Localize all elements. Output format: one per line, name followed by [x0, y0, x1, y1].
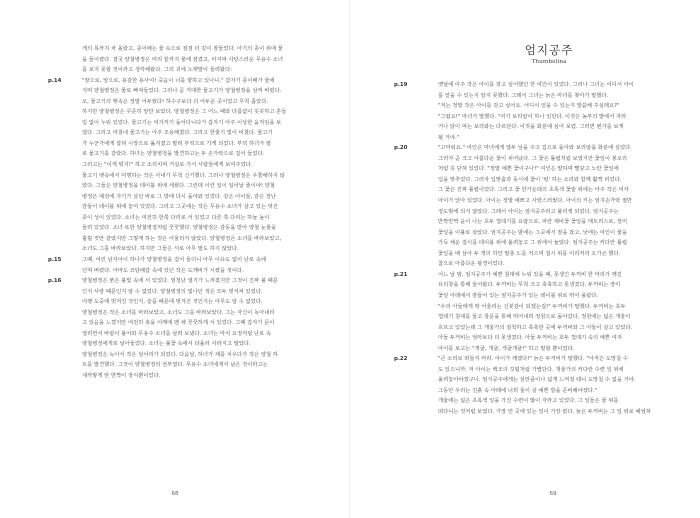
text-line: 거나 닭이 먹는 보리와는 다르단다. 이것을 화분에 심어 보렴. 그러면 뭔가를 보게: [438, 124, 624, 131]
text-line: 열리면서 바람이 불어와 무용수 소녀를 날려 보냈다. 소녀는 마치 요정처럼 난로 속: [82, 330, 272, 337]
text-line: 꽃잎 아래에서 잠들어 있는 엄지공주가 있는 테이블 위로 뛰어 올랐다.: [438, 292, 599, 299]
text-line: 꽃잎을 배 삼아 두 개의 하얀 말총 노를 저으며 접시 위를 이리저리 오가곤 했다.: [438, 250, 621, 257]
paragraph: [48, 276, 298, 350]
paragraph: [48, 255, 298, 276]
text-line: "저는 정말 작은 아이를 갖고 싶어요. 어디서 얻을 수 있는지 말씀해 주실래요?": [438, 103, 620, 110]
page-reference-marker: p.20: [394, 145, 408, 152]
text-line: 그 꽃은 진짜 튤립이었다. 그리고 꽃 한가운데의 초록색 꽃술 위에는 아주 작은 여자: [438, 187, 629, 194]
text-line: 가 누군가에게 잡혀 시장으로 옮겨졌고 팔려 부엌으로 가게 되었다. 부엌 하녀가 칼: [82, 140, 272, 147]
text-line: 입을 맞추었다. 그러자 입맞춤과 동시에 꽃이 '펑' 하는 소리와 함께 활짝 피었다.: [438, 176, 622, 183]
text-line: 가득 채운 접시를 테이블 위에 올려놓고 그 위에서 놀았다. 엄지공주는 커다란 튤립: [438, 240, 628, 247]
text-line: 종이 성이 있었다. 소녀는 여전히 한쪽 다리로 서 있었고 다른 쪽 다리는 하늘 높이: [82, 214, 270, 221]
text-line: 림 없이 누워 있었다. 물고기는 여기저기 돌아다니다가 갑자기 아주 이상한 움직임을 보: [82, 119, 282, 126]
text-line: "큰 소리로 떠들지 마라. 아이가 깨겠다!" 늙은 두꺼비가 말했다. "아직은 도망칠 수: [438, 356, 628, 363]
text-line: 떠다니는 것처럼 보였다. 가장 먼 곳에 있는 잎이 가장 컸다. 늙은 두꺼비는 그 잎 위로 헤엄쳐: [438, 409, 651, 416]
text-line: 로 물고기를 갈랐다. 하녀는 양철병정을 발견하고는 두 손가락으로 집어 들었다.: [82, 151, 265, 158]
text-line: 옛날에 아주 작은 아이를 갖고 싶어했던 한 여인이 있었다. 그러나 그녀는 어디서 아이: [438, 82, 634, 88]
text-line: 아이가 앉아 있었다. 아이는 정말 예쁘고 사랑스러웠다. 아이의 키는 엄지손가락 절반: [438, 198, 633, 205]
text-line: 물고기 뱃속에서 여행하는 작은 사내가 무척 신기했다. 그러나 양철병정은 우쭐해하지 않: [82, 172, 285, 179]
page-reference-marker: p.22: [394, 356, 408, 363]
text-line: 그러고는 "이게 뭐지!" 하고 소리치며 거실로 가서 사람들에게 보여주었다.: [82, 162, 253, 169]
text-line: 트를 발견했다. 그것이 양철병정의 전부였다. 무용수 소녀에게서 남은 것이라고는: [82, 362, 268, 369]
text-line: 올려놓아야겠구나. 엄지공주에게는 섬만큼이나 넓게 느껴질 테니 도망칠 수 없을 거야.: [438, 377, 636, 384]
text-line: 꽃잎을 이불로 삼았다. 엄지공주는 밤에는 그곳에서 잠을 잤고, 낮에는 여인이 물을: [438, 229, 628, 236]
text-line: 그동안 우리는 진흙 속 아래에 너희 둘이 살 예쁜 방을 준비해야겠다.": [438, 387, 598, 394]
page-reference-marker: p.19: [394, 82, 408, 88]
text-line: 소녀도 그를 바라보았다. 하지만 그들은 서로 아무 말도 하지 않았다.: [82, 246, 239, 253]
paragraph: [82, 44, 298, 76]
text-line: 인지 사랑 때문인지 알 수 없었다. 양철병정의 빛나던 색은 모두 벗겨져 있었다.: [82, 288, 263, 295]
text-line: 하지만 양철병정은 꾸준히 앞만 보았다. 양철병정은 그 어느 때와 다름없이 꼿꼿하고 흔들: [82, 109, 287, 116]
text-line: 처럼 꼭 닫혀 있었다. "정말 예쁜 꽃이구나!" 여인은 말하며 빨갛고 노란 꽃잎에: [438, 166, 619, 173]
text-line: 를 얻을 수 있는지 알지 못했다. 그래서 그녀는 늙은 마녀를 찾아가 말했다.: [438, 92, 609, 99]
text-line: 정도밖에 되지 않았다. 그래서 아이는 엄지공주라고 불리게 되었다. 엄지공주는: [438, 208, 619, 215]
text-line: 참으로 아름다운 광경이었다.: [438, 261, 505, 268]
text-line: 개울에는 넓은 초록색 잎을 가진 수련이 많이 자라고 있었다. 그 잎들은 물 위를: [438, 398, 619, 405]
text-line: 던져 버렸다. 아마도 코담배갑 속에 있던 작은 도깨비가 시켰을 것이다.: [82, 267, 244, 274]
text-line: 어느 날 밤, 엄지공주가 예쁜 침대에 누워 있을 때, 못생긴 두꺼비 한 마리가 깨진: [438, 271, 622, 278]
text-line: 흐르고 있었는데 그 개울가의 질척하고 축축한 곳에 두꺼비와 그 아들이 살고 있었다.: [438, 324, 633, 331]
text-line: 여행 도중에 벗겨진 것인지, 슬픔 때문에 벗겨진 것인지는 아무도 알 수 없었다.: [82, 299, 263, 306]
text-line: "고마워요." 여인은 마녀에게 열두 닢을 주고 집으로 돌아와 보리알을 화분에 심었다.: [438, 145, 632, 152]
text-line: 아들 두꺼비는 엄마보다 더 못생겼다. 아들 두꺼비는 호두 껍데기 속의 예쁜 여자: [438, 335, 622, 342]
right-page: [350, 0, 700, 518]
text-line: 흘릴 것만 같았지만 그렇게 하는 것은 어울리지 않았다. 양철병정은 소녀를 바라보았고,: [82, 235, 282, 242]
text-line: "우리 아들에게 딱 어울리는 신붓감이 되겠는걸!" 두꺼비가 말했다. 두꺼비는 호두: [438, 303, 626, 310]
right-page-number: 69: [549, 491, 557, 497]
text-line: 껍데기 침대를 들고 창문을 통해 뛰어내려 정원으로 돌아갔다. 정원에는 넓은 개울이: [438, 314, 631, 321]
paragraph: [394, 80, 656, 143]
text-line: 유리창을 통해 들어왔다. 두꺼비는 무척 크고 축축하고 못생겼다. 두꺼비는 장미: [438, 282, 621, 289]
paragraph: [82, 171, 298, 255]
text-line: 였다. 그리고 마침내 물고기는 아주 조용해졌다. 그리고 한줄기 빛이 비쳤다. 물고기: [82, 130, 273, 137]
text-line: 새까맣게 탄 반짝이 장식뿐이었다.: [82, 373, 161, 380]
paragraph: [394, 270, 656, 354]
page-reference-marker: p.21: [394, 271, 408, 278]
paragraph: [394, 354, 656, 417]
text-line: 게의 목까지 차 올랐고, 종이배는 물 속으로 점점 더 깊이 잠들었다. 아기의 종이 위에 물: [82, 46, 283, 52]
text-line: 병정은 예전에 자기가 살던 바로 그 방에 다시 돌아와 있었다. 같은 아이들, 같은 장난: [82, 193, 277, 200]
paragraph: [48, 76, 298, 171]
text-line: 양철병정은 붉은 불빛 속에 서 있었다. 엄청난 열기가 느껴졌지만 그것이 진짜 불 때문: [82, 278, 278, 285]
text-line: 반짝반짝 윤이 나는 호두 껍데기를 요람으로, 파란 제비꽃 꽃잎을 매트리스로, 장미: [438, 219, 628, 226]
text-line: 양철병정은 녹아서 작은 덩어리가 되었다. 다음날, 하녀가 재를 치우다가 작은 양철 하: [82, 351, 278, 358]
page-reference-marker: p.15: [48, 257, 62, 263]
story-subtitle: Thumbelina: [531, 59, 567, 65]
text-line: 양철병정에게로 날아들었다. 소녀는 불꽃 속에서 타올라 사라지고 말았다.: [82, 341, 251, 348]
text-line: 될 거야.": [438, 134, 460, 141]
story-title: 엄지공주: [524, 43, 574, 57]
paragraph: [394, 143, 656, 270]
text-line: "그럼요!" 마녀가 말했다. "여기 보리알이 하나 있단다. 이것은 농부의 밭에서 자라: [438, 113, 627, 120]
text-line: 지며 양철병정은 물로 빠져들었다. 그러나 곧 거대한 물고기가 양철병정을 삼켜 버렸다.: [82, 88, 282, 95]
text-line: 았다. 그들은 양철병정을 테이블 위에 세웠다. 그런데 이런 일이 일어날 줄이야! 양철: [82, 183, 275, 190]
text-line: 오, 물고기의 뱃속은 정말 어두웠다! 하수구보다 더 어두운 곳이었고 무척 좁았다.: [82, 98, 269, 105]
text-line: 그러자 곧 크고 아름다운 꽃이 피어났다. 그 꽃은 튤립처럼 보였지만 꽃잎이 봉오리: [438, 155, 628, 162]
left-page-number: 68: [171, 491, 179, 497]
text-line: 양철병정은 작은 소녀를 바라보았고, 소녀도 그를 바라보았다. 그는 자신이 녹아내리: [82, 309, 275, 316]
page-reference-marker: p.16: [48, 278, 62, 285]
text-line: "잘으로, 앞으로, 용감한 용사여! 죽음이 너를 향하고 있나니." 갑자기 종이배가 물에: [82, 77, 275, 84]
text-line: 아이를 보고는 "개굴, 개굴, 개굴개굴!" 하고 말할 뿐이었다.: [438, 345, 575, 352]
text-line: 을 들이켰다. 결국 양철병정은 머리 끝까지 물에 잠겼고, 마지막 사탕스러운 무용수 소녀: [82, 56, 283, 63]
text-line: 고 있음을 느꼈지만 여전히 총을 어깨에 멘 채 꿋꿋하게 서 있었다. 그때 갑자기 문이: [82, 320, 275, 327]
text-line: 그때, 어린 남자아이 하나가 양철병정을 집어 들더니 아무 이유도 없이 난로 속에: [82, 257, 266, 263]
text-line: 감들이 테이블 위에 놓여 있었다. 그리고 그곳에는 작은 무용수 소녀가 살고 있는 멋진: [82, 204, 278, 211]
text-line: 도 있으니까. 저 아이는 백조의 깃털처럼 가볍단다. 개울가의 커다란 수련 잎 위에: [438, 366, 624, 373]
text-line: 들려 있었다. 소녀 또한 양철병정처럼 꿋꿋했다. 양철병정은 감동을 받아 양철 눈물을: [82, 225, 277, 232]
text-line: 를 보지 못할 것이라고 생각해왔다. 그리 귀에 노랫말이 들려왔다:: [82, 67, 232, 74]
page-reference-marker: p.14: [48, 77, 62, 84]
paragraph: [82, 350, 298, 382]
